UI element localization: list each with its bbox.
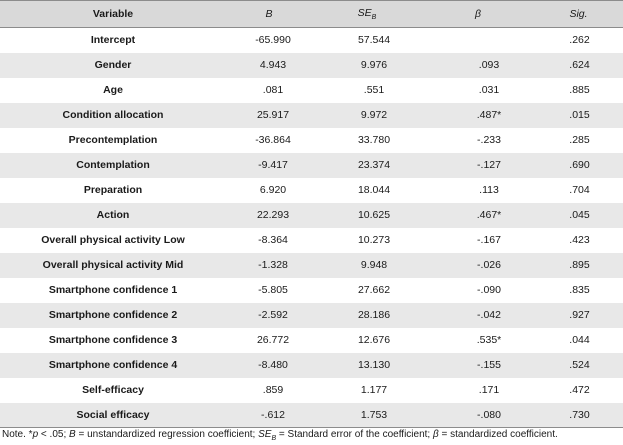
cell-beta: .467*: [476, 209, 502, 221]
note-beta: β: [432, 429, 439, 440]
cell-se: 9.948: [360, 259, 388, 271]
cell-variable: Precontemplation: [68, 134, 158, 146]
cell-sig: .262: [569, 34, 590, 47]
header-b: B: [226, 1, 312, 28]
cell-variable: Smartphone confidence 2: [48, 309, 178, 321]
header-variable: Variable: [0, 1, 226, 28]
cell-beta: -.080: [422, 403, 534, 428]
table-row: [0, 28, 623, 53]
table-row: [0, 353, 623, 378]
cell-sig: .045: [569, 209, 590, 221]
cell-se: 57.544: [357, 34, 391, 47]
cell-b: -2.592: [258, 309, 288, 321]
cell-sig: .423: [569, 234, 590, 246]
cell-variable: Smartphone confidence 3: [48, 334, 178, 346]
cell-sig: .895: [569, 259, 590, 271]
cell-se: 1.753: [312, 403, 422, 428]
cell-beta: .535*: [476, 334, 502, 346]
cell-sig: .730: [534, 403, 623, 428]
cell-variable: Social efficacy: [0, 403, 226, 428]
table-row: [0, 228, 623, 253]
note-se-sub-text: B: [271, 435, 277, 442]
cell-b: -5.805: [258, 284, 288, 296]
table-note: [2, 429, 558, 440]
note-b-text: = unstandardized regression coefficient;: [75, 429, 259, 440]
cell-beta: -.127: [477, 159, 501, 171]
cell-beta: .171: [478, 384, 500, 396]
cell-b: -36.864: [255, 134, 291, 146]
cell-variable: Smartphone confidence 4: [48, 359, 178, 371]
cell-sig: .927: [569, 309, 590, 321]
table-header-row: [0, 1, 623, 28]
cell-se: 12.676: [357, 334, 391, 346]
cell-beta: .031: [478, 84, 500, 96]
note-p: p: [32, 429, 39, 440]
cell-sig: .524: [569, 359, 590, 371]
table-row: [0, 253, 623, 278]
cell-b: 22.293: [256, 209, 290, 221]
cell-variable: Contemplation: [76, 159, 150, 171]
table-row: [0, 403, 623, 428]
cell-variable: Age: [103, 84, 123, 96]
cell-sig: .885: [569, 84, 590, 96]
cell-b: 4.943: [259, 59, 287, 71]
cell-se: 9.972: [360, 109, 388, 121]
cell-se: 9.976: [360, 59, 388, 71]
cell-variable: Action: [96, 209, 130, 221]
note-se-text: = Standard error of the coefficient;: [276, 429, 433, 440]
cell-beta: -.155: [477, 359, 501, 371]
cell-b: .859: [262, 384, 284, 396]
cell-se: 23.374: [357, 159, 391, 171]
cell-b: -9.417: [258, 159, 288, 171]
note-p-text: < .05;: [38, 429, 69, 440]
cell-se: 1.177: [360, 384, 388, 396]
table-row: [0, 153, 623, 178]
cell-variable: Gender: [94, 59, 132, 71]
cell-sig: .835: [569, 284, 590, 296]
cell-se: 10.625: [357, 209, 391, 221]
cell-beta: -.042: [477, 309, 501, 321]
table-row: [0, 203, 623, 228]
cell-sig: .044: [569, 334, 590, 346]
cell-b: 6.920: [259, 184, 287, 196]
table-row: [0, 128, 623, 153]
cell-variable: Preparation: [83, 184, 143, 196]
cell-beta: [422, 28, 534, 53]
cell-variable: Intercept: [90, 34, 136, 47]
cell-se: 33.780: [357, 134, 391, 146]
cell-beta: -.233: [477, 134, 501, 146]
note-se: SE: [258, 429, 272, 440]
table-row: [0, 303, 623, 328]
header-se-main: SE: [357, 6, 372, 19]
cell-beta: .113: [479, 184, 499, 196]
cell-sig: .624: [569, 59, 590, 71]
table-row: [0, 328, 623, 353]
header-se-sub: B: [371, 14, 377, 22]
table-row: [0, 103, 623, 128]
cell-sig: .472: [569, 384, 590, 396]
cell-b: 25.917: [256, 109, 290, 121]
cell-variable: Self-efficacy: [82, 384, 144, 396]
note-lead: Note. *: [2, 429, 33, 440]
cell-variable: Condition allocation: [62, 109, 164, 121]
cell-b: -65.990: [255, 34, 291, 47]
cell-sig: .704: [569, 184, 590, 196]
table-body: [0, 28, 623, 428]
note-beta-text: = standardized coefficient.: [438, 429, 558, 440]
cell-se: 27.662: [357, 284, 391, 296]
note-b: B: [69, 429, 76, 440]
cell-b: -1.328: [258, 259, 288, 271]
cell-b: -.612: [226, 403, 312, 428]
header-sig: Sig.: [534, 1, 623, 28]
cell-variable: Overall physical activity Mid: [42, 259, 184, 271]
cell-beta: -.090: [477, 284, 501, 296]
cell-sig: .015: [569, 109, 590, 121]
cell-se: 10.273: [357, 234, 391, 246]
cell-b: .081: [262, 84, 284, 96]
cell-variable: Smartphone confidence 1: [48, 284, 178, 296]
cell-beta: .487*: [476, 109, 502, 121]
table-row: [0, 78, 623, 103]
cell-beta: .093: [478, 59, 500, 71]
cell-b: -8.364: [258, 234, 288, 246]
table-row: [0, 378, 623, 403]
cell-beta: -.026: [477, 259, 501, 271]
cell-sig: .690: [569, 159, 590, 171]
cell-se: 28.186: [357, 309, 391, 321]
table-row: [0, 278, 623, 303]
cell-sig: .285: [569, 134, 590, 146]
cell-b: 26.772: [256, 334, 290, 346]
table-row: [0, 53, 623, 78]
cell-se: .551: [363, 84, 385, 96]
header-beta: β: [422, 1, 534, 28]
cell-b: -8.480: [258, 359, 288, 371]
cell-variable: Overall physical activity Low: [41, 234, 185, 246]
cell-beta: -.167: [477, 234, 501, 246]
header-se: [312, 1, 422, 28]
table-row: [0, 178, 623, 203]
cell-se: 13.130: [357, 359, 391, 371]
cell-se: 18.044: [357, 184, 391, 196]
